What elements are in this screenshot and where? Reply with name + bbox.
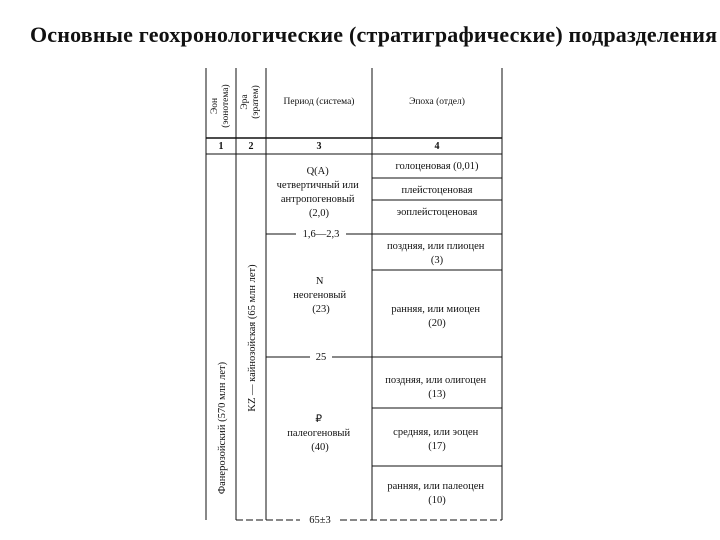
epoch-pleistocene: плейстоценовая: [401, 185, 473, 196]
epoch-oligocene: поздняя, или олигоцен (13): [385, 375, 487, 400]
period-quaternary: Q(A) четвертичный или антропогеновый (2,0): [276, 166, 359, 219]
epoch-eopleistocene: эоплейстоценовая: [396, 207, 478, 218]
epoch-miocene: ранняя, или миоцен (20): [391, 304, 480, 329]
column-number: 4: [434, 141, 440, 152]
column-number: 3: [316, 141, 322, 152]
epoch-pliocene: поздняя, или плиоцен (3): [386, 241, 485, 266]
column-number: 2: [248, 141, 254, 152]
column-number: 1: [218, 141, 224, 152]
epoch-paleocene: ранняя, или палеоцен (10): [387, 481, 484, 506]
header-epoch: Эпоха (отдел): [409, 97, 465, 107]
period-neogene: N неогеновый (23): [293, 276, 347, 315]
period-paleogene: ₽ палеогеновый (40): [287, 414, 351, 453]
header-period: Период (система): [283, 97, 355, 107]
boundary-age: 25: [315, 352, 327, 363]
page-title: Основные геохронологические (стратиграфические) подразделения: [30, 22, 718, 47]
era-name: KZ — кайнозойская (65 млн лет): [247, 264, 258, 412]
header-era: Эра(эратем): [240, 85, 261, 119]
epoch-eocene: средняя, или эоцен (17): [393, 427, 479, 452]
boundary-age: 65±3: [309, 515, 331, 526]
boundary-age: 1,6—2,3: [302, 229, 340, 240]
header-eon: Эон(эонотема): [210, 84, 231, 128]
epoch-holocene: голоценовая (0,01): [395, 161, 479, 172]
eon-name: Фанерозойский (570 млн лет): [217, 361, 228, 495]
